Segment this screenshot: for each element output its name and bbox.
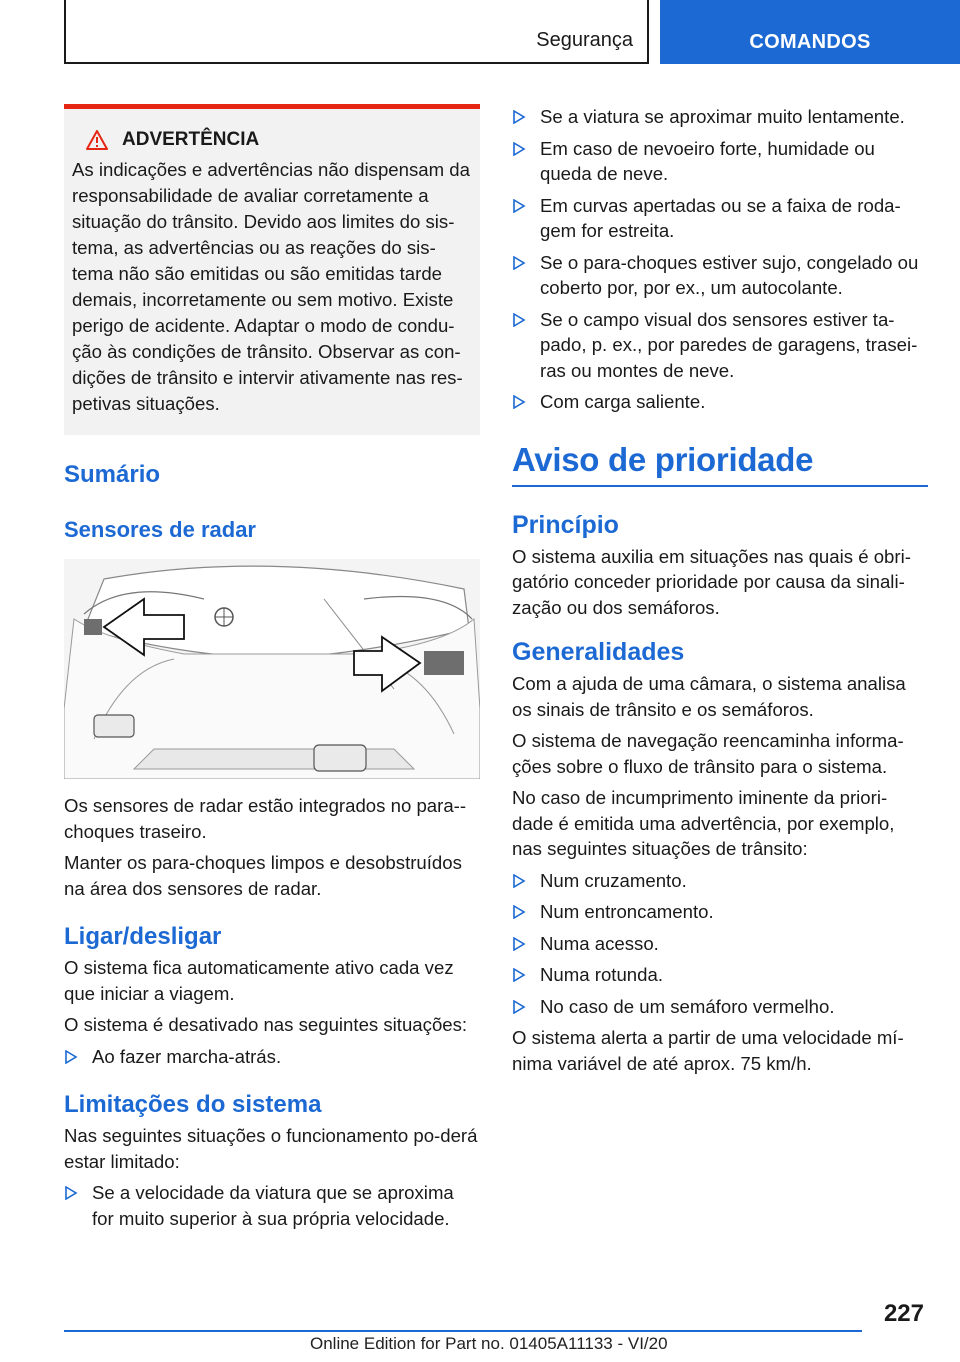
onoff-paragraph-1: O sistema fica automaticamente ativo cada vez que iniciar a viagem. [64, 957, 454, 1004]
limits-bullet-list-continued [512, 104, 928, 415]
triangle-bullet-icon [512, 905, 526, 919]
list-item: Se a velocidade da viatura que se aproxima for muito superior à sua própria velocidade. [64, 1180, 480, 1231]
radar-sensors-figure [64, 559, 480, 779]
triangle-bullet-icon [64, 1050, 78, 1064]
general-paragraph-3: No caso de incumprimento iminente da priori-dade é emitida uma advertência, por exemplo, nas seguintes situações de trânsito: [512, 787, 895, 859]
triangle-bullet-icon [512, 937, 526, 951]
list-item: Num entroncamento. [512, 899, 928, 925]
triangle-bullet-icon [512, 256, 526, 270]
general-paragraph-4: O sistema alerta a partir de uma velocidade mí-nima variável de até aprox. 75 km/h. [512, 1027, 904, 1074]
general-paragraph-2: O sistema de navegação reencaminha informa-ções sobre o fluxo de trânsito para o sistema. [512, 730, 904, 777]
general-paragraph-1: Com a ajuda de uma câmara, o sistema analisa os sinais de trânsito e os semáforos. [512, 673, 906, 720]
list-item: Em caso de nevoeiro forte, humidade ou queda de neve. [512, 136, 928, 187]
triangle-bullet-icon [512, 874, 526, 888]
summary-title: Sumário [64, 461, 161, 488]
triangle-bullet-icon [512, 199, 526, 213]
main-title-wrap [512, 441, 928, 487]
right-radar-sensor-area [424, 651, 464, 675]
warning-triangle-icon [86, 130, 108, 150]
warning-title [72, 129, 472, 151]
limits-bullet-list [64, 1180, 480, 1231]
triangle-bullet-icon [64, 1186, 78, 1200]
left-column [64, 104, 480, 1237]
triangle-bullet-icon [512, 395, 526, 409]
radar-paragraph-1: Os sensores de radar estão integrados no para--choques traseiro. [64, 795, 467, 842]
left-radar-sensor-area [84, 619, 102, 635]
limits-title: Limitações do sistema [64, 1091, 322, 1118]
header-section-label: Segurança [536, 29, 633, 51]
list-item: Ao fazer marcha-atrás. [64, 1044, 480, 1070]
triangle-bullet-icon [512, 1000, 526, 1014]
header-chapter-tab[interactable]: COMANDOS [660, 0, 960, 64]
warning-box [64, 104, 480, 435]
footer-divider [64, 1330, 862, 1332]
header-section-box [64, 0, 649, 64]
limits-paragraph-1: Nas seguintes situações o funcionamento po-derá estar limitado: [64, 1125, 478, 1172]
list-item: Numa acesso. [512, 931, 928, 957]
list-item: Com carga saliente. [512, 389, 928, 415]
warning-title-text: ADVERTÊNCIA [122, 129, 260, 150]
list-item: Num cruzamento. [512, 868, 928, 894]
main-title: Aviso de prioridade [512, 440, 814, 478]
principle-title: Princípio [512, 510, 619, 539]
warning-body: As indicações e advertências não dispensam da responsabilidade de avaliar corretamente a situação do trânsito. Devido aos limites do sis-tema, as advertências ou as reações do sis-tema não são emitidas ou são emitidas tarde demais, incorretamente ou sem motivo. Existe perigo de acidente. Adaptar o modo de condu-ção às condições de trânsito. Observar as con-dições de trânsito e intervir ativamente nas res-petivas situações. [72, 159, 470, 414]
list-item: Numa rotunda. [512, 962, 928, 988]
radar-paragraph-2: Manter os para-choques limpos e desobstruídos na área dos sensores de radar. [64, 852, 462, 899]
list-item: No caso de um semáforo vermelho. [512, 994, 928, 1020]
triangle-bullet-icon [512, 968, 526, 982]
footer-edition: Online Edition for Part no. 01405A11133 - VI/20 [310, 1334, 668, 1353]
page-number: 227 [883, 1300, 924, 1327]
right-column [512, 104, 928, 1082]
onoff-bullet-list [64, 1044, 480, 1070]
triangle-bullet-icon [512, 110, 526, 124]
onoff-title: Ligar/desligar [64, 923, 222, 950]
general-bullet-list [512, 868, 928, 1020]
principle-paragraph: O sistema auxilia em situações nas quais é obri-gatório conceder prioridade por causa da sinali-zação ou dos semáforos. [512, 545, 911, 618]
onoff-paragraph-2: O sistema é desativado nas seguintes situações: [64, 1014, 468, 1035]
triangle-bullet-icon [512, 313, 526, 327]
list-item: Se o campo visual dos sensores estiver ta-pado, p. ex., por paredes de garagens, trasei-ras ou montes de neve. [512, 307, 928, 384]
car-rear-illustration [64, 559, 480, 779]
list-item: Se a viatura se aproximar muito lentamente. [512, 104, 928, 130]
triangle-bullet-icon [512, 142, 526, 156]
general-title: Generalidades [512, 638, 685, 666]
list-item: Em curvas apertadas ou se a faixa de roda-gem for estreita. [512, 193, 928, 244]
radar-sensors-title: Sensores de radar [64, 517, 256, 542]
list-item: Se o para-choques estiver sujo, congelado ou coberto por, por ex., um autocolante. [512, 250, 928, 301]
